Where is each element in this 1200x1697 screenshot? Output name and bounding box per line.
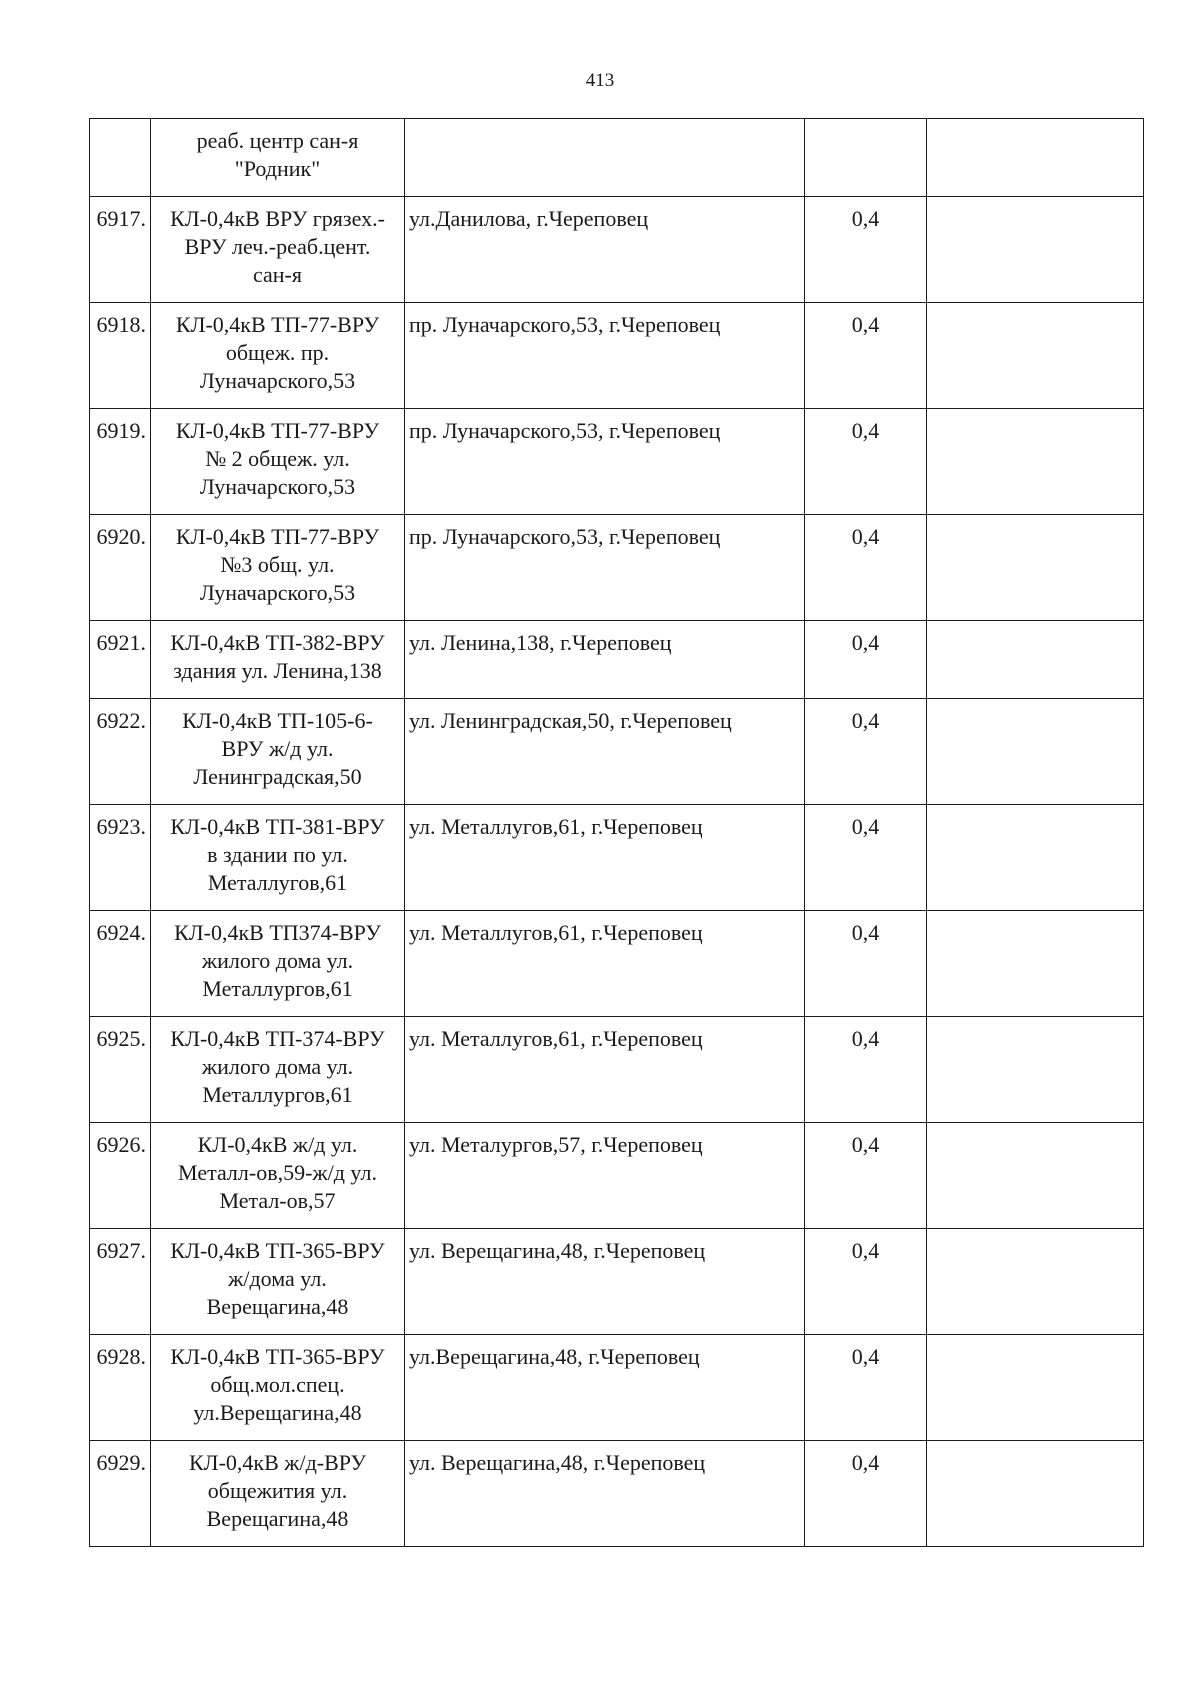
extra-cell [927, 621, 1144, 699]
row-number: 6920. [90, 515, 151, 621]
voltage [805, 119, 927, 197]
address: ул.Данилова, г.Череповец [405, 197, 805, 303]
address: ул. Металлугов,61, г.Череповец [405, 1017, 805, 1123]
table-row [90, 1441, 1144, 1547]
table-row [90, 409, 1144, 515]
line-name-text: КЛ-0,4кВ ж/д ул. [197, 1132, 358, 1157]
page-number: 413 [585, 70, 615, 91]
voltage: 0,4 [805, 1229, 927, 1335]
address: пр. Луначарского,53, г.Череповец [405, 303, 805, 409]
voltage: 0,4 [805, 409, 927, 515]
address: ул. Ленинградская,50, г.Череповец [405, 699, 805, 805]
line-name-text: Металлургов,61 [202, 976, 353, 1001]
line-name-text: ул.Верещагина,48 [193, 1400, 362, 1425]
line-name-text: Луначарского,53 [199, 580, 356, 605]
extra-cell [927, 805, 1144, 911]
line-name-text: сан-я [252, 262, 303, 287]
address: ул. Металлугов,61, г.Череповец [405, 805, 805, 911]
voltage: 0,4 [805, 1017, 927, 1123]
extra-cell [927, 699, 1144, 805]
address: пр. Луначарского,53, г.Череповец [405, 515, 805, 621]
voltage: 0,4 [805, 621, 927, 699]
table-row [90, 303, 1144, 409]
row-number: 6922. [90, 699, 151, 805]
table-row [90, 1017, 1144, 1123]
row-number: 6917. [90, 197, 151, 303]
extra-cell [927, 515, 1144, 621]
voltage: 0,4 [805, 1335, 927, 1441]
row-number: 6926. [90, 1123, 151, 1229]
line-name-text: общ.мол.спец. [210, 1372, 345, 1397]
table-row [90, 699, 1144, 805]
extra-cell [927, 1441, 1144, 1547]
line-name-text: КЛ-0,4кВ ТП-77-ВРУ [175, 524, 380, 549]
line-name-text: Верещагина,48 [206, 1294, 349, 1319]
voltage: 0,4 [805, 699, 927, 805]
table-row [90, 197, 1144, 303]
line-name-text: КЛ-0,4кВ ж/д-ВРУ [188, 1450, 367, 1475]
table-row [90, 1123, 1144, 1229]
line-name-text: жилого дома ул. [201, 948, 354, 973]
address: ул. Ленина,138, г.Череповец [405, 621, 805, 699]
line-name-text: Верещагина,48 [206, 1506, 349, 1531]
line-name-text: КЛ-0,4кВ ВРУ грязех.- [170, 206, 385, 231]
extra-cell [927, 1123, 1144, 1229]
line-name-text: общежития ул. [207, 1478, 348, 1503]
line-name-text: общеж. пр. [225, 340, 330, 365]
extra-cell [927, 409, 1144, 515]
table-row [90, 911, 1144, 1017]
line-name-text: Луначарского,53 [199, 368, 356, 393]
line-name-text: №3 общ. ул. [220, 552, 335, 577]
line-name [151, 1441, 405, 1547]
voltage: 0,4 [805, 1123, 927, 1229]
line-name-text: Металлугов,61 [207, 870, 348, 895]
row-number: 6921. [90, 621, 151, 699]
line-name-text: жилого дома ул. [201, 1054, 354, 1079]
line-name [151, 1017, 405, 1123]
voltage: 0,4 [805, 805, 927, 911]
line-name-text: КЛ-0,4кВ ТП-105-6- [182, 708, 373, 733]
extra-cell [927, 1335, 1144, 1441]
line-name-text: КЛ-0,4кВ ТП-382-ВРУ [170, 630, 385, 655]
line-name [151, 197, 405, 303]
address: ул. Металургов,57, г.Череповец [405, 1123, 805, 1229]
address: ул.Верещагина,48, г.Череповец [405, 1335, 805, 1441]
voltage: 0,4 [805, 1441, 927, 1547]
line-name [151, 1123, 405, 1229]
line-name [151, 621, 405, 699]
address: ул. Верещагина,48, г.Череповец [405, 1229, 805, 1335]
line-name [151, 805, 405, 911]
extra-cell [927, 1017, 1144, 1123]
table-row [90, 119, 1144, 197]
table-row [90, 1335, 1144, 1441]
voltage: 0,4 [805, 303, 927, 409]
row-number: 6919. [90, 409, 151, 515]
registry-table [89, 118, 1144, 1547]
line-name-text: ВРУ леч.-реаб.цент. [184, 234, 371, 259]
voltage: 0,4 [805, 197, 927, 303]
row-number: 6924. [90, 911, 151, 1017]
table-row [90, 1229, 1144, 1335]
voltage: 0,4 [805, 515, 927, 621]
row-number: 6929. [90, 1441, 151, 1547]
line-name [151, 303, 405, 409]
address [405, 119, 805, 197]
line-name-text: Металл-ов,59-ж/д ул. [178, 1160, 377, 1185]
row-number: 6923. [90, 805, 151, 911]
row-number: 6928. [90, 1335, 151, 1441]
line-name [151, 515, 405, 621]
line-name-text: КЛ-0,4кВ ТП-374-ВРУ [170, 1026, 385, 1051]
line-name-text: КЛ-0,4кВ ТП374-ВРУ [174, 920, 381, 945]
line-name [151, 1335, 405, 1441]
line-name-text: Ленинградская,50 [193, 764, 362, 789]
line-name-text: КЛ-0,4кВ ТП-365-ВРУ [170, 1344, 385, 1369]
registry-table-body [90, 119, 1144, 1547]
line-name-text: Металлургов,61 [202, 1082, 353, 1107]
line-name [151, 911, 405, 1017]
extra-cell [927, 197, 1144, 303]
table-row [90, 515, 1144, 621]
line-name-text: КЛ-0,4кВ ТП-77-ВРУ [175, 418, 380, 443]
voltage: 0,4 [805, 911, 927, 1017]
table-row [90, 805, 1144, 911]
line-name-text: здания ул. Ленина,138 [173, 658, 382, 683]
line-name [151, 409, 405, 515]
line-name-text: ж/дома ул. [228, 1266, 327, 1291]
row-number: 6927. [90, 1229, 151, 1335]
extra-cell [927, 303, 1144, 409]
line-name-text: "Родник" [234, 156, 321, 181]
extra-cell [927, 119, 1144, 197]
row-number: 6925. [90, 1017, 151, 1123]
line-name [151, 699, 405, 805]
line-name-text: Метал-ов,57 [219, 1188, 336, 1213]
row-number [90, 119, 151, 197]
table-row [90, 621, 1144, 699]
line-name [151, 119, 405, 197]
address: ул. Верещагина,48, г.Череповец [405, 1441, 805, 1547]
line-name-text: реаб. центр сан-я [196, 128, 359, 153]
line-name-text: № 2 общеж. ул. [205, 446, 350, 471]
extra-cell [927, 911, 1144, 1017]
extra-cell [927, 1229, 1144, 1335]
line-name-text: КЛ-0,4кВ ТП-365-ВРУ [170, 1238, 385, 1263]
address: пр. Луначарского,53, г.Череповец [405, 409, 805, 515]
line-name [151, 1229, 405, 1335]
row-number: 6918. [90, 303, 151, 409]
line-name-text: КЛ-0,4кВ ТП-77-ВРУ [175, 312, 380, 337]
line-name-text: Луначарского,53 [199, 474, 356, 499]
line-name-text: в здании по ул. [207, 842, 348, 867]
line-name-text: ВРУ ж/д ул. [221, 736, 334, 761]
line-name-text: КЛ-0,4кВ ТП-381-ВРУ [170, 814, 385, 839]
address: ул. Металлугов,61, г.Череповец [405, 911, 805, 1017]
